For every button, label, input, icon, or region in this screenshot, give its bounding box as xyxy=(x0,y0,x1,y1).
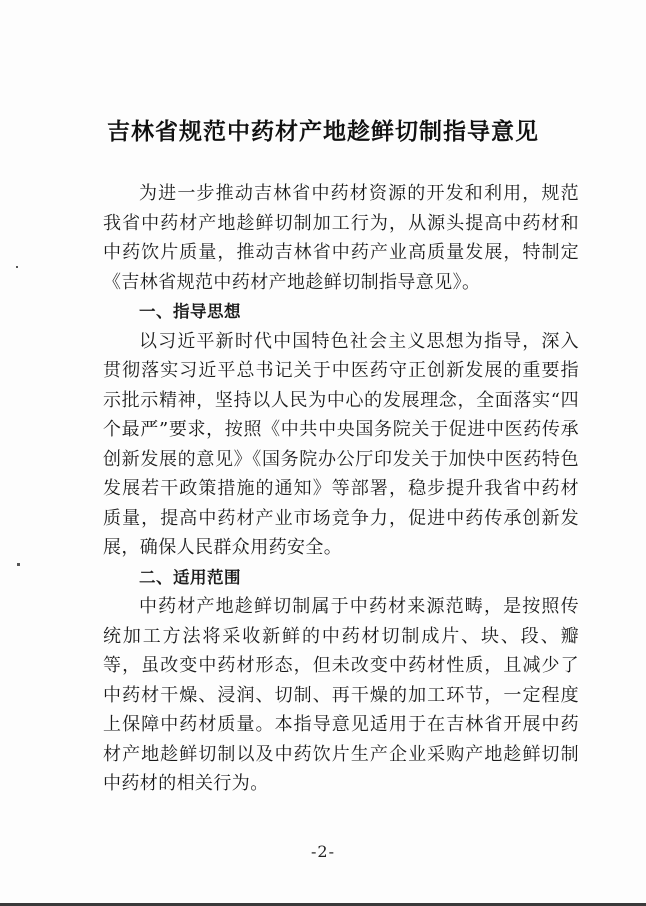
intro-paragraph: 为进一步推动吉林省中药材资源的开发和利用，规范我省中药材产地趁鲜切制加工行为，从源头提高中药材和中药饮片质量，推动吉林省中药产业高质量发展，特制定《吉林省规范中药材产地趁鲜切制指导意见》。 xyxy=(103,183,579,293)
document-body xyxy=(103,179,579,799)
page-number: -2- xyxy=(311,842,335,861)
section-paragraph-scope: 中药材产地趁鲜切制属于中药材来源范畴，是按照传统加工方法将采收新鲜的中药材切制成片、块、段、瓣等，虽改变中药材形态，但未改变中药材性质，且减少了中药材干燥、浸润、切制、再干燥的加工环节，一定程度上保障中药材质量。本指导意见适用于在吉林省开展中药材产地趁鲜切制以及中药饮片生产企业采购产地趁鲜切制中药材的相关行为。 xyxy=(103,596,579,794)
scan-speck xyxy=(16,266,18,268)
document-title: 吉林省规范中药材产地趁鲜切制指导意见 xyxy=(107,119,539,145)
section-heading-scope: 二、适用范围 xyxy=(139,567,241,587)
section-paragraph-guiding-ideology: 以习近平新时代中国特色社会主义思想为指导，深入贯彻落实习近平总书记关于中医药守正创新发展的重要指示批示精神，坚持以人民为中心的发展理念，全面落实“四个最严”要求，按照《中共中央国务院关于促进中医药传承创新发展的意见》《国务院办公厅印发关于加快中医药特色发展若干政策措施的通知》等部署，稳步提升我省中药材质量，提高中药材产业市场竞争力，促进中药传承创新发展，确保人民群众用药安全。 xyxy=(103,330,579,558)
scan-speck xyxy=(17,563,20,566)
section-heading-guiding-ideology: 一、指导思想 xyxy=(139,302,241,321)
